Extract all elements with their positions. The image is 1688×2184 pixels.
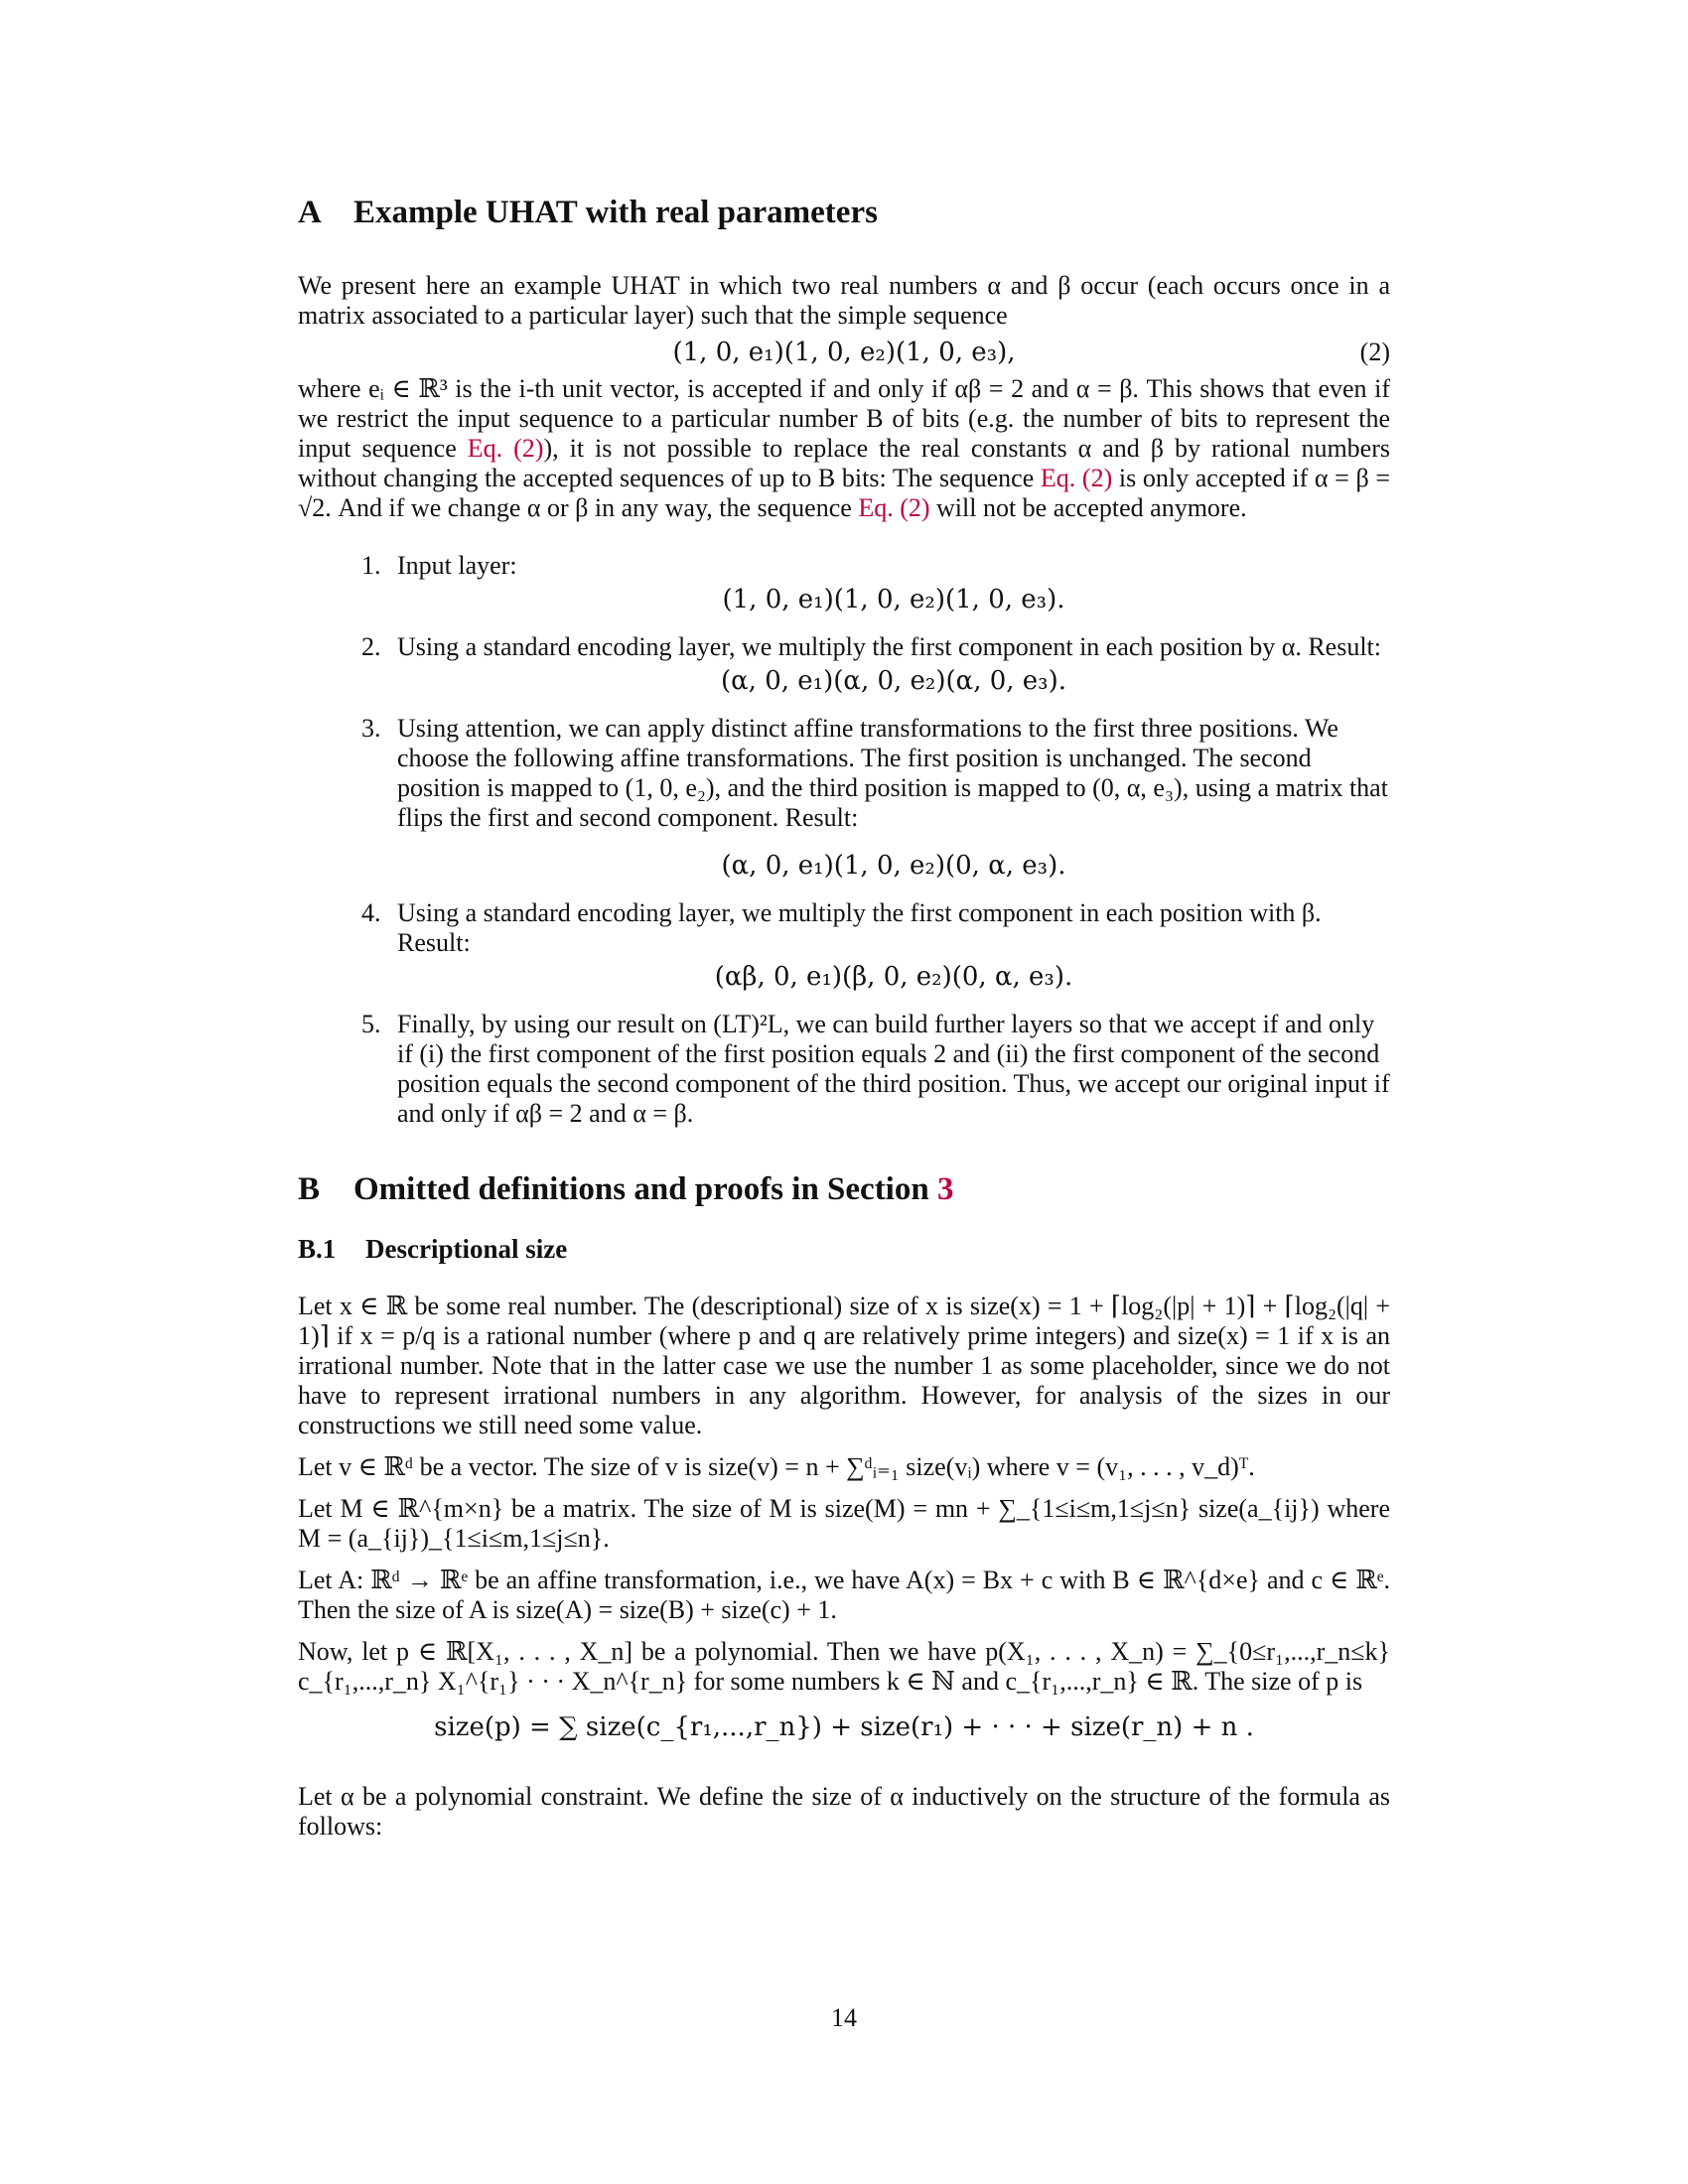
- subsection-number: B.1: [298, 1234, 337, 1265]
- size-real-paragraph: Let x ∈ ℝ be some real number. The (descriptional) size of x is size(x) = 1 + ⌈log₂(|p| + 1)⌉ + ⌈log₂(|q| + 1)⌉ if x = p/q is a rational number (where p and q are relatively prime integers) and size(x) = 1 if x is an irrational number. Note that in the latter case we use the number 1 as some placeholder, since we do not have to represent irrational numbers in any algorithm. However, for analysis of the sizes in our constructions we still need some value.: [298, 1291, 1390, 1439]
- section-a-heading: [298, 194, 1390, 233]
- paragraph-text-2: ), it is not possible to replace the real constants α and β by rational numbers without changing the accepted sequences of up to B bits: The sequence: [298, 433, 1390, 492]
- equation-2-body: (1, 0, e₁)(1, 0, e₂)(1, 0, e₃),: [672, 337, 1016, 367]
- eq-ref-link[interactable]: Eq. (2): [1040, 463, 1113, 492]
- list-item-equation: (α, 0, e₁)(α, 0, e₂)(α, 0, e₃).: [720, 665, 1067, 696]
- list-item-text: Using attention, we can apply distinct affine transformations to the first three positions. We choose the following affine transformations. The first position is unchanged. The second position is mapped to (1, 0, e₂), and the third position is mapped to (0, α, e₃), using a matrix that flips the first and second component. Result:: [397, 713, 1388, 832]
- list-item-text: Finally, by using our result on (LT)²L, we can build further layers so that we accept if and only if (i) the first component of the first position equals 2 and (ii) the first component of the second position equals the second component of the third position. Thus, we accept our original input if and only if αβ = 2 and α = β.: [397, 1009, 1390, 1128]
- size-affine-paragraph: Let A: ℝᵈ → ℝᵉ be an affine transformation, i.e., we have A(x) = Bx + c with B ∈ ℝ^{d×e} and c ∈ ℝᵉ. Then the size of A is size(A) = size(B) + size(c) + 1.: [298, 1565, 1390, 1624]
- list-item-number: 5.: [361, 1009, 381, 1038]
- list-item: [298, 714, 1390, 881]
- size-polynomial-equation: size(p) = ∑ size(c_{r₁,...,r_n}) + size(r₁) + · · · + size(r_n) + n .: [434, 1711, 1254, 1742]
- section-a-intro: [298, 271, 1390, 331]
- section-b-title: Omitted definitions and proofs in Section: [353, 1170, 937, 1207]
- section-b-heading: [298, 1170, 1390, 1210]
- page-number: 14: [831, 2003, 857, 2032]
- list-item: [298, 1010, 1390, 1129]
- section-a-paragraph: [298, 374, 1390, 523]
- section-b-number: B: [298, 1170, 321, 1207]
- paragraph-text-1: where eᵢ ∈ ℝ³ is the i-th unit vector, is accepted if and only if αβ = 2 and α = β. This shows that even if we restrict the input sequence to a particular number B of bits (e.g. the number of bits to represent the input sequence: [298, 373, 1390, 463]
- subsection-title: Descriptional size: [365, 1234, 568, 1265]
- list-item-number: 3.: [361, 713, 381, 743]
- list-item-text: Input layer:: [397, 550, 517, 580]
- eq-ref-link[interactable]: Eq. (2): [858, 492, 930, 522]
- size-matrix-paragraph: Let M ∈ ℝ^{m×n} be a matrix. The size of M is size(M) = mn + ∑_{1≤i≤m,1≤j≤n} size(a_{ij}) where M = (a_{ij})_{1≤i≤m,1≤j≤n}.: [298, 1493, 1390, 1553]
- section-ref-link[interactable]: 3: [936, 1170, 954, 1207]
- paragraph-text-3: is only accepted if α = β = √2. And if we change α or β in any way, the sequence: [298, 463, 1391, 522]
- list-item-number: 1.: [361, 550, 381, 580]
- section-a-title: Example UHAT with real parameters: [353, 195, 878, 230]
- size-polynomial-paragraph: Now, let p ∈ ℝ[X₁, . . . , X_n] be a polynomial. Then we have p(X₁, . . . , X_n) = ∑_{0≤r₁,...,r_n≤k} c_{r₁,...,r_n} X₁^{r₁} · · · X_n^{r_n} for some numbers k ∈ ℕ and c_{r₁,...,r_n} ∈ ℝ. The size of p is: [298, 1636, 1390, 1696]
- list-item-number: 2.: [361, 631, 381, 661]
- list-item-number: 4.: [361, 897, 381, 927]
- equation-2: [298, 338, 1390, 367]
- list-item-text: Using a standard encoding layer, we multiply the first component in each position by α. Result:: [397, 631, 1381, 661]
- eq-ref-link[interactable]: Eq. (2): [467, 433, 544, 463]
- list-item: [298, 551, 1390, 614]
- list-item-equation: (1, 0, e₁)(1, 0, e₂)(1, 0, e₃).: [722, 584, 1065, 614]
- paragraph-text-4: will not be accepted anymore.: [929, 492, 1247, 522]
- list-item: [298, 898, 1390, 992]
- list-item-equation: (α, 0, e₁)(1, 0, e₂)(0, α, e₃).: [721, 850, 1066, 881]
- section-a-number: A: [298, 195, 322, 230]
- list-item-equation: (αβ, 0, e₁)(β, 0, e₂)(0, α, e₃).: [714, 961, 1073, 992]
- list-item-text: Using a standard encoding layer, we multiply the first component in each position with β. Result:: [397, 897, 1322, 957]
- size-vector-paragraph: Let v ∈ ℝᵈ be a vector. The size of v is size(v) = n + ∑ᵈᵢ₌₁ size(vᵢ) where v = (v₁, . . . , v_d)ᵀ.: [298, 1451, 1255, 1481]
- paper-page: [298, 194, 1390, 1842]
- construction-steps-list: [298, 551, 1390, 1129]
- equation-2-tag: (2): [1359, 337, 1390, 366]
- size-constraint-paragraph: Let α be a polynomial constraint. We define the size of α inductively on the structure of the formula as follows:: [298, 1781, 1390, 1841]
- intro-text: We present here an example UHAT in which two real numbers α and β occur (each occurs once in a matrix associated to a particular layer) such that the simple sequence: [298, 270, 1390, 330]
- subsection-b1-heading: [298, 1233, 1390, 1265]
- list-item: [298, 632, 1390, 696]
